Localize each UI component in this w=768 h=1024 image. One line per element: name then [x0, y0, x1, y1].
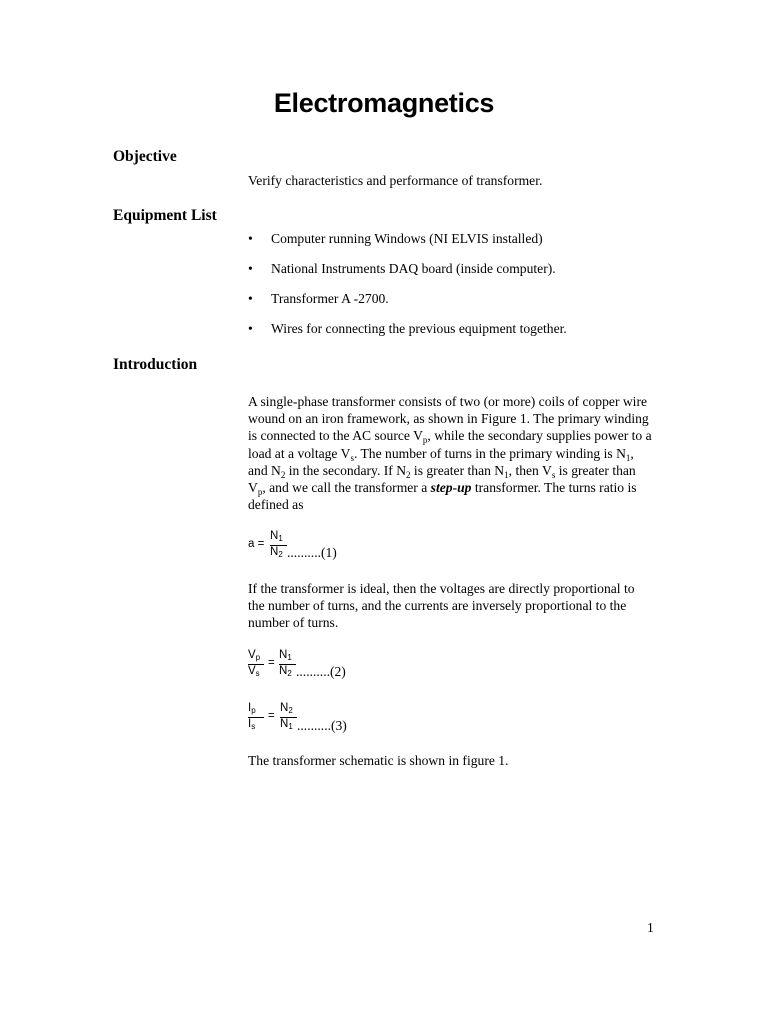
- eq1-number: ..........(1): [287, 545, 337, 560]
- bullet-icon: •: [248, 261, 253, 276]
- list-item-text: Transformer A -2700.: [271, 291, 389, 306]
- bullet-icon: •: [248, 231, 253, 246]
- eq2-equals: =: [268, 657, 275, 669]
- page-number: 1: [647, 920, 654, 935]
- ideal-paragraph: If the transformer is ideal, then the voltages are directly proportional to the number of turns, and the currents are inversely proportional to the number of turns.: [248, 581, 635, 631]
- list-item-text: Wires for connecting the previous equipment together.: [271, 321, 567, 336]
- eq3-equals: =: [268, 710, 275, 722]
- intro-paragraph: A single-phase transformer consists of two (or more) coils of copper wire wound on an iron framework, as shown in Figure 1. The primary winding is connected to the AC source $V_p$, while the secondary supplies power to a load at a voltage $V_s$. The number of turns in the primary winding is $N_1$, and $N_2$ in the secondary. If $N_2$ is greater than $N_1$, then $V_s$ is greater than $V_p$, and we call the transformer a step-up transformer. The turns ratio is defined as: [248, 394, 652, 513]
- emphasis-step-up: step-up: [430, 480, 472, 496]
- list-item: [248, 320, 567, 350]
- eq3-number: ..........(3): [297, 718, 347, 733]
- bullet-icon: •: [248, 321, 253, 336]
- objective-heading: Objective: [113, 148, 177, 165]
- list-item-text: Computer running Windows (NI ELVIS installed): [271, 231, 543, 246]
- list-item: [248, 260, 567, 290]
- equipment-heading: Equipment List: [113, 207, 217, 224]
- eq1-lhs: a =: [248, 538, 265, 550]
- introduction-heading: Introduction: [113, 356, 198, 373]
- equipment-list: [248, 230, 567, 350]
- document-page: Electromagnetics Objective Verify characteristics and performance of transformer. Equipment List • Computer running Windows (NI ELVIS installed) • National Instruments DAQ board (inside computer). • Transformer A -2700. • Wires for connecting the previous equipment together. Introduction A single-phase transformer consists of two (or more) coils of copper wire wound on an iron framework, as shown in Figure 1. The primary winding is connected to the AC source $V_p$, while the secondary supplies power to a load at a voltage $V_s$. The number of turns in the primary winding is $N_1$, and $N_2$ in the secondary. If $N_2$ is greater than $N_1$, then $V_s$ is greater than $V_p$, and we call the transformer a step-up transformer. The turns ratio is defined as a = $N_1$ $N_2$ ..........(1) If the transformer is ideal, then the voltages are directly proportional to the number of turns, and the currents are inversely proportional to the number of turns. $V_p$ $V_s$ = $N_1$ $N_2$ ..........(2) $I_p$ $I_s$ = $N_2$ $N_1$ ..........(3) The transformer schematic is shown in figure 1. 1: [0, 0, 768, 1024]
- eq1-numerator: $N_1$: [270, 530, 283, 543]
- eq1-denominator: $N_2$: [270, 546, 283, 559]
- list-item-text: National Instruments DAQ board (inside computer).: [271, 261, 556, 276]
- objective-text: Verify characteristics and performance of transformer.: [248, 173, 543, 188]
- bullet-icon: •: [248, 291, 253, 306]
- list-item: [248, 290, 567, 320]
- schematic-sentence: The transformer schematic is shown in figure 1.: [248, 753, 509, 768]
- list-item: [248, 230, 567, 260]
- page-title: Electromagnetics: [273, 88, 495, 118]
- eq2-number: ..........(2): [296, 664, 346, 679]
